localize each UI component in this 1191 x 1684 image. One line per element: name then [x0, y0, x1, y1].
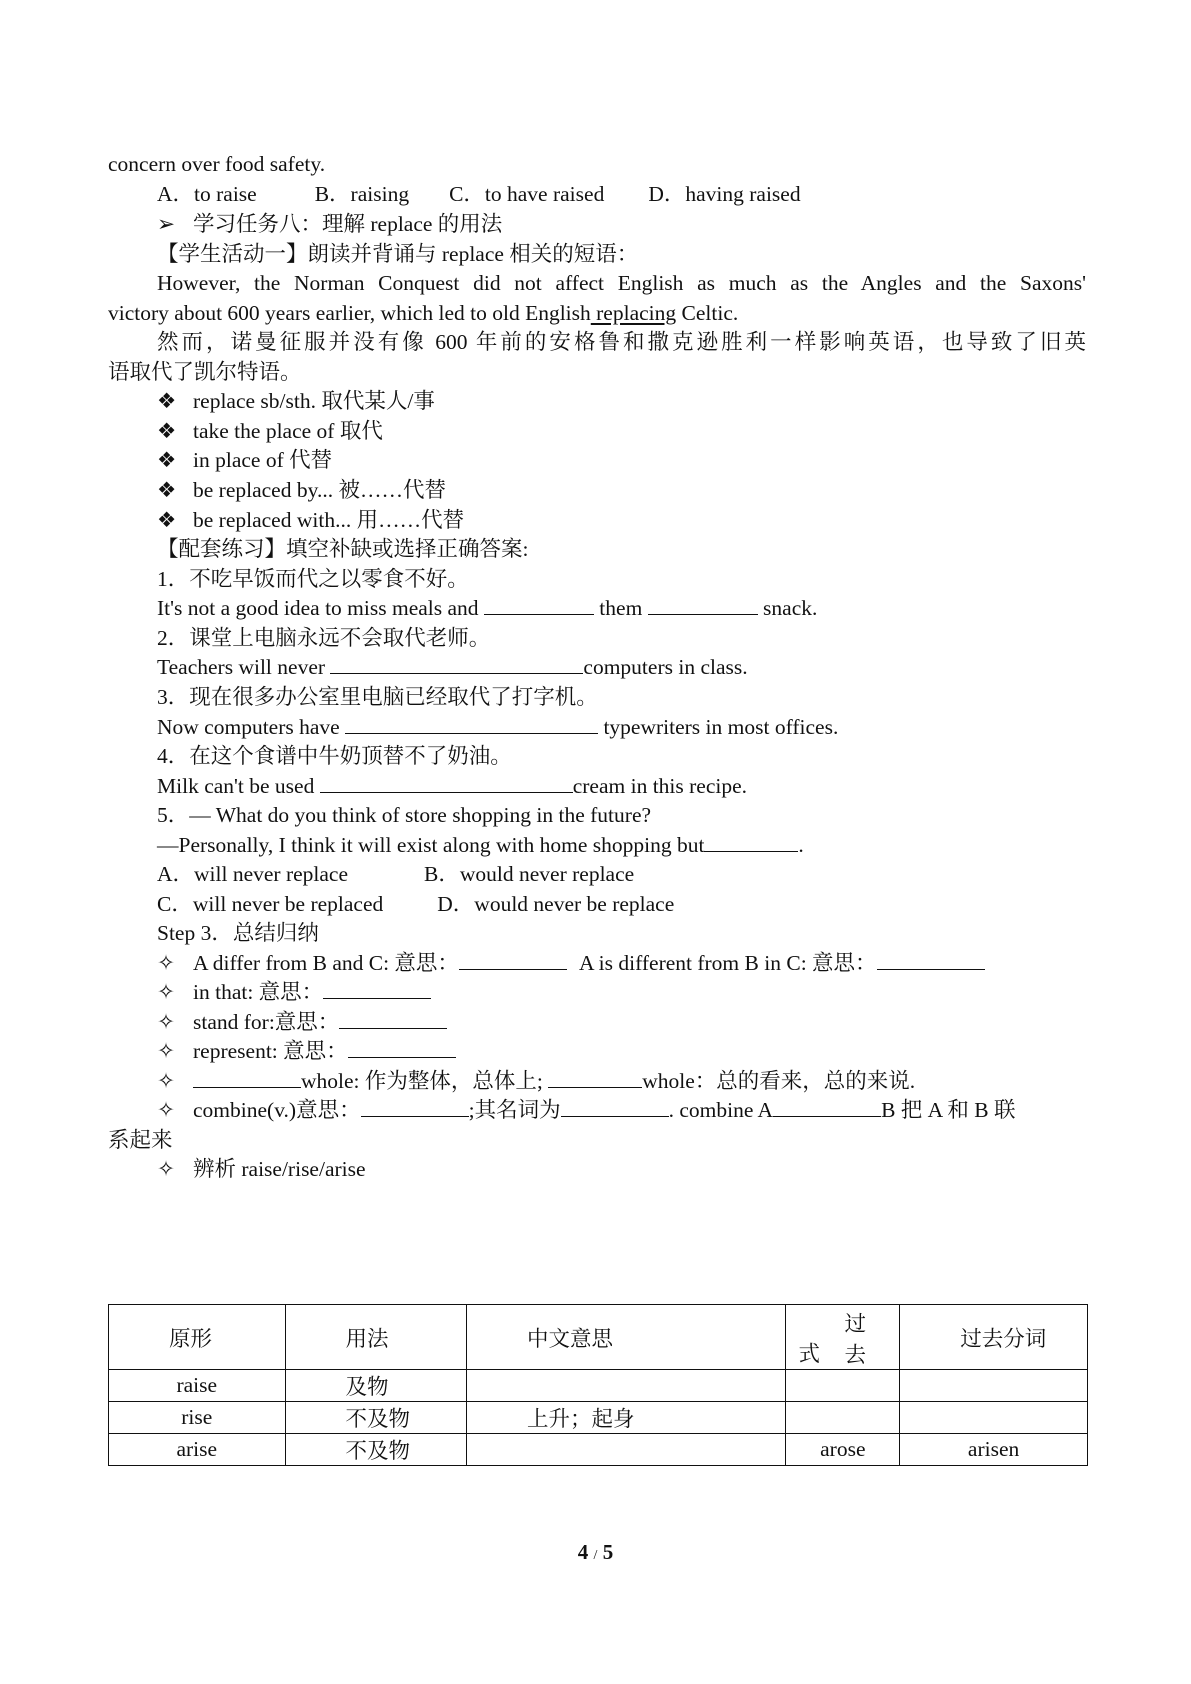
cell-usage: 不及物 — [285, 1402, 466, 1434]
question-2-cn: 2．课堂上电脑永远不会取代老师。 — [157, 626, 491, 650]
diamond-bullet-icon: ❖ — [157, 419, 177, 443]
header-past-participle: 过去分词 — [900, 1305, 1088, 1370]
summary-item: ✧ in that: 意思： — [157, 978, 431, 1006]
star-bullet-icon: ✧ — [157, 1069, 176, 1093]
summary-item: ✧ represent: 意思： — [157, 1037, 456, 1065]
step-heading: Step 3．总结归纳 — [157, 921, 319, 945]
question-4-en: Milk can't be used cream in this recipe. — [157, 774, 748, 798]
current-page: 4 — [577, 1540, 589, 1564]
cell-base: raise — [109, 1370, 286, 1402]
option-c: C．will never be replaced — [157, 892, 384, 916]
answer-blank[interactable] — [361, 1096, 469, 1117]
option-a: A．to raise — [157, 182, 257, 206]
header-meaning: 中文意思 — [466, 1305, 786, 1370]
option-c: C．to have raised — [449, 182, 605, 206]
answer-blank[interactable] — [704, 831, 798, 852]
cell-meaning — [466, 1370, 786, 1402]
option-d: D．having raised — [648, 182, 801, 206]
answer-blank[interactable] — [561, 1096, 669, 1117]
task-heading — [157, 210, 502, 238]
diamond-bullet-icon: ❖ — [157, 448, 177, 472]
answer-blank[interactable] — [339, 1008, 447, 1029]
cell-past — [786, 1402, 900, 1434]
underlined-word: replacing — [590, 301, 677, 325]
answer-blank[interactable] — [323, 978, 431, 999]
header-base-form: 原形 — [109, 1305, 286, 1370]
answer-blank[interactable] — [320, 772, 573, 793]
answer-blank[interactable] — [548, 1067, 642, 1088]
table-row — [109, 1434, 1088, 1466]
question-5-options-row-1 — [157, 860, 634, 888]
answer-blank[interactable] — [330, 653, 583, 674]
passage-en-line-2: victory about 600 years earlier, which led to old English replacing Celtic. — [108, 301, 739, 325]
answer-blank[interactable] — [193, 1067, 301, 1088]
summary-item: ✧ combine(v.)意思： ;其名词为 . combine A B 把 A 和 B 联 — [157, 1098, 1016, 1122]
phrase-item: ❖ be replaced with... 用……代替 — [157, 508, 465, 532]
question-3-en: Now computers have typewriters in most offices. — [157, 715, 839, 739]
summary-item: ✧ A differ from B and C: 意思： A is different from B in C: 意思： — [157, 949, 985, 977]
passage-en-line-1: However, the Norman Conquest did not affect English as much as the Angles and the Saxons' — [157, 271, 1086, 295]
question-3-cn: 3．现在很多办公室里电脑已经取代了打字机。 — [157, 685, 598, 709]
summary-item-continuation: 系起来 — [108, 1128, 173, 1152]
practice-heading: 【配套练习】填空补缺或选择正确答案: — [157, 537, 529, 561]
answer-blank[interactable] — [877, 949, 985, 970]
option-a: A．will never replace — [157, 862, 349, 886]
verb-comparison-table — [108, 1304, 1088, 1466]
star-bullet-icon: ✧ — [157, 1098, 176, 1122]
question-4-cn: 4．在这个食谱中牛奶顶替不了奶油。 — [157, 744, 512, 768]
page-separator: / — [593, 1548, 598, 1563]
answer-blank[interactable] — [345, 713, 598, 734]
star-bullet-icon: ✧ — [157, 1039, 176, 1063]
option-b: B．raising — [314, 182, 410, 206]
cell-pp: arisen — [900, 1434, 1088, 1466]
passage-cn-line-1: 然而，诺曼征服并没有像 600 年前的安格鲁和撒克逊胜利一样影响英语，也导致了旧英 — [157, 330, 1086, 354]
arrow-bullet-icon: ➢ — [157, 212, 176, 236]
answer-blank[interactable] — [459, 949, 567, 970]
page-number — [0, 1540, 1191, 1565]
diamond-bullet-icon: ❖ — [157, 508, 177, 532]
header-past-tense: 过 去 式 — [786, 1305, 900, 1370]
cell-meaning — [466, 1434, 786, 1466]
question-5-stem: —Personally, I think it will exist along with home shopping but . — [157, 833, 804, 857]
phrase-item: ❖ take the place of 取代 — [157, 419, 383, 443]
text-line: concern over food safety. — [108, 152, 326, 176]
star-bullet-icon: ✧ — [157, 980, 176, 1004]
answer-blank[interactable] — [648, 594, 758, 615]
diamond-bullet-icon: ❖ — [157, 389, 177, 413]
task-title: 学习任务八：理解 replace 的用法 — [193, 212, 503, 236]
question-5-options-row-2 — [157, 890, 674, 918]
cell-meaning: 上升；起身 — [466, 1402, 786, 1434]
star-bullet-icon: ✧ — [157, 951, 176, 975]
diamond-bullet-icon: ❖ — [157, 478, 177, 502]
activity-heading: 【学生活动一】朗读并背诵与 replace 相关的短语： — [157, 242, 639, 266]
summary-item: ✧ whole: 作为整体，总体上; whole：总的看来，总的来说. — [157, 1069, 916, 1093]
cell-pp — [900, 1370, 1088, 1402]
star-bullet-icon: ✧ — [157, 1010, 176, 1034]
answer-blank[interactable] — [484, 594, 594, 615]
answer-blank[interactable] — [773, 1096, 881, 1117]
star-bullet-icon: ✧ — [157, 1157, 176, 1181]
cell-past — [786, 1370, 900, 1402]
cell-past: arose — [786, 1434, 900, 1466]
cell-usage: 及物 — [285, 1370, 466, 1402]
cell-base: arise — [109, 1434, 286, 1466]
cell-base: rise — [109, 1402, 286, 1434]
table-row — [109, 1370, 1088, 1402]
total-pages: 5 — [602, 1540, 614, 1564]
option-b: B．would never replace — [424, 862, 635, 886]
cell-pp — [900, 1402, 1088, 1434]
cell-usage: 不及物 — [285, 1434, 466, 1466]
summary-item: ✧ 辨析 raise/rise/arise — [157, 1157, 366, 1181]
mcq-options-prev — [157, 180, 801, 208]
phrase-item: ❖ in place of 代替 — [157, 448, 333, 472]
question-5-prompt: 5．— What do you think of store shopping in the future? — [157, 803, 652, 827]
phrase-item: ❖ replace sb/sth. 取代某人/事 — [157, 389, 435, 413]
answer-blank[interactable] — [348, 1037, 456, 1058]
table-header-row — [109, 1305, 1088, 1370]
phrase-item: ❖ be replaced by... 被……代替 — [157, 478, 446, 502]
passage-cn-line-2: 语取代了凯尔特语。 — [108, 360, 302, 384]
question-1-cn: 1．不吃早饭而代之以零食不好。 — [157, 567, 469, 591]
summary-item: ✧ stand for:意思： — [157, 1008, 447, 1036]
question-1-en: It's not a good idea to miss meals and them snack. — [157, 596, 818, 620]
question-2-en: Teachers will never computers in class. — [157, 655, 748, 679]
table-row — [109, 1402, 1088, 1434]
option-d: D．would never be replace — [437, 892, 675, 916]
header-usage: 用法 — [285, 1305, 466, 1370]
